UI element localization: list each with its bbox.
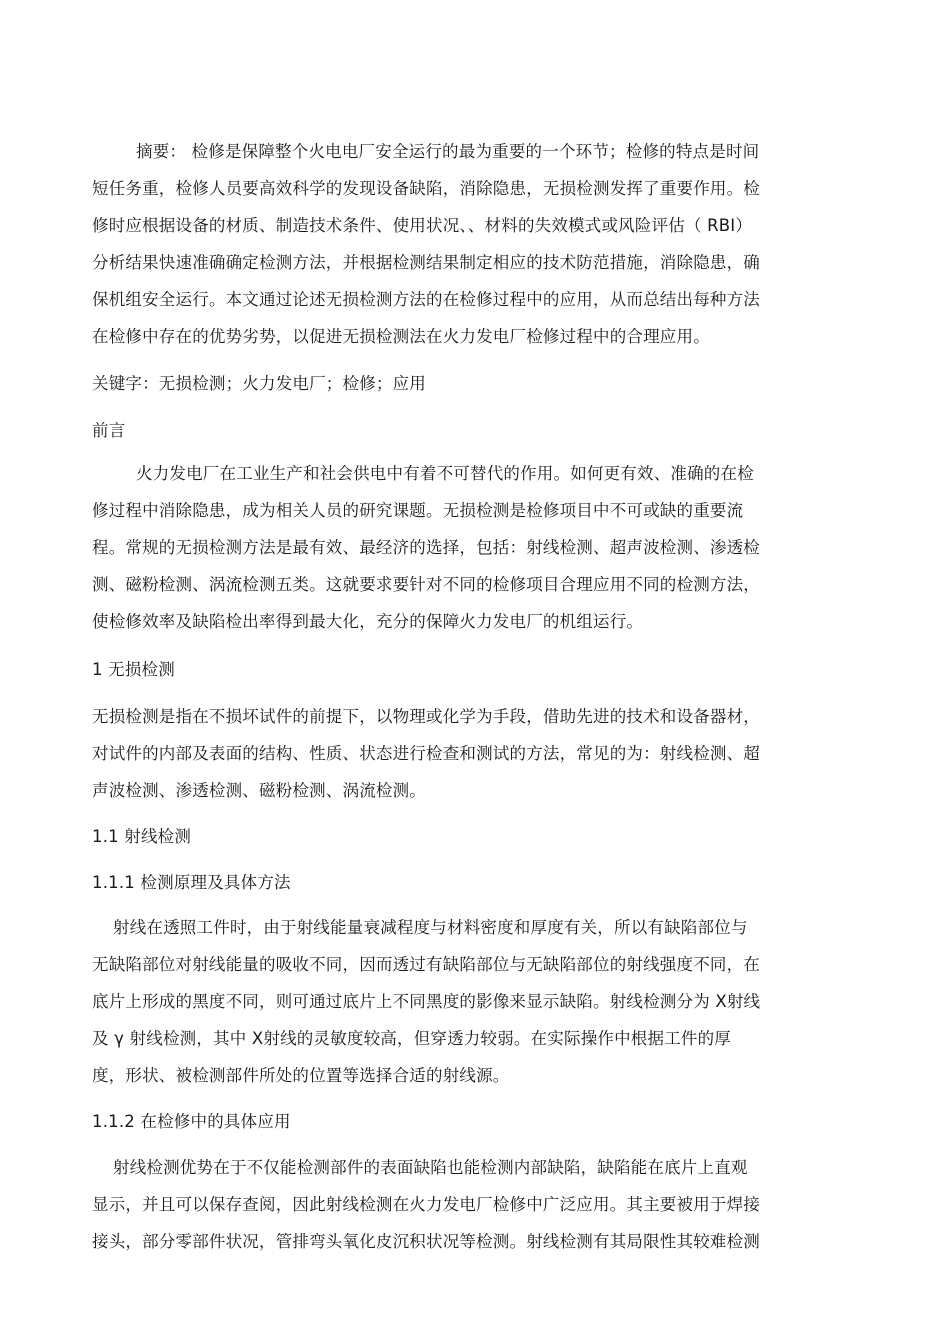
preface-line-2: 修过程中消除隐患，成为相关人员的研究课题。无损检测是检修项目中不可或缺的重要流: [92, 501, 744, 520]
section-1-1-2-line-3: 接头，部分零部件状况，管排弯头氧化皮沉积状况等检测。射线检测有其局限性其较难检测: [92, 1232, 760, 1251]
section-1-1-1-line-5: 度，形状、被检测部件所处的位置等选择合适的射线源。: [92, 1066, 510, 1085]
preface-heading: 前言: [92, 421, 126, 440]
section-1-line-3: 声波检测、渗透检测、磁粉检测、涡流检测。: [92, 781, 426, 800]
abstract-line-1: 摘要： 检修是保障整个火电电厂安全运行的最为重要的一个环节；检修的特点是时间: [136, 142, 760, 161]
abstract-line-3: 修时应根据设备的材质、制造技术条件、使用状况、、材料的失效模式或风险评估（ RBI）: [92, 216, 753, 235]
section-1-1-2-line-2: 显示，并且可以保存查阅，因此射线检测在火力发电厂检修中广泛应用。其主要被用于焊接: [92, 1195, 760, 1214]
abstract-line-4: 分析结果快速准确确定检测方法，并根据检测结果制定相应的技术防范措施，消除隐患，确: [92, 253, 760, 272]
section-1-1-2-heading: 1.1.2 在检修中的具体应用: [92, 1112, 291, 1131]
section-1-1-1-line-4: 及 γ 射线检测，其中 X射线的灵敏度较高，但穿透力较弱。在实际操作中根据工件的厚: [92, 1029, 732, 1048]
preface-line-1: 火力发电厂在工业生产和社会供电中有着不可替代的作用。如何更有效、准确的在检: [136, 464, 754, 483]
abstract-line-2: 短任务重，检修人员要高效科学的发现设备缺陷，消除隐患，无损检测发挥了重要作用。检: [92, 179, 760, 198]
section-1-line-2: 对试件的内部及表面的结构、性质、状态进行检查和测试的方法，常见的为：射线检测、超: [92, 744, 760, 763]
section-1-heading: 1 无损检测: [92, 660, 175, 679]
abstract-line-6: 在检修中存在的优势劣势，以促进无损检测法在火力发电厂检修过程中的合理应用。: [92, 327, 710, 346]
section-1-1-heading: 1.1 射线检测: [92, 827, 192, 846]
abstract-line-5: 保机组安全运行。本文通过论述无损检测方法的在检修过程中的应用，从而总结出每种方法: [92, 290, 760, 309]
section-1-1-1-line-3: 底片上形成的黑度不同，则可通过底片上不同黑度的影像来显示缺陷。射线检测分为 X射线: [92, 992, 761, 1011]
section-1-1-1-line-2: 无缺陷部位对射线能量的吸收不同，因而透过有缺陷部位与无缺陷部位的射线强度不同，在: [92, 955, 760, 974]
section-1-1-1-heading: 1.1.1 检测原理及具体方法: [92, 873, 291, 892]
keywords: 关键字：无损检测；火力发电厂；检修；应用: [92, 374, 426, 393]
preface-line-4: 测、磁粉检测、涡流检测五类。这就要求要针对不同的检修项目合理应用不同的检测方法，: [92, 575, 760, 594]
section-1-1-2-line-1: 射线检测优势在于不仅能检测部件的表面缺陷也能检测内部缺陷，缺陷能在底片上直观: [113, 1158, 748, 1177]
preface-line-3: 程。常规的无损检测方法是最有效、最经济的选择，包括：射线检测、超声波检测、渗透检: [92, 538, 760, 557]
preface-line-5: 使检修效率及缺陷检出率得到最大化，充分的保障火力发电厂的机组运行。: [92, 612, 644, 631]
section-1-1-1-line-1: 射线在透照工件时，由于射线能量衰减程度与材料密度和厚度有关，所以有缺陷部位与: [113, 918, 748, 937]
section-1-line-1: 无损检测是指在不损坏试件的前提下，以物理或化学为手段，借助先进的技术和设备器材，: [92, 707, 760, 726]
